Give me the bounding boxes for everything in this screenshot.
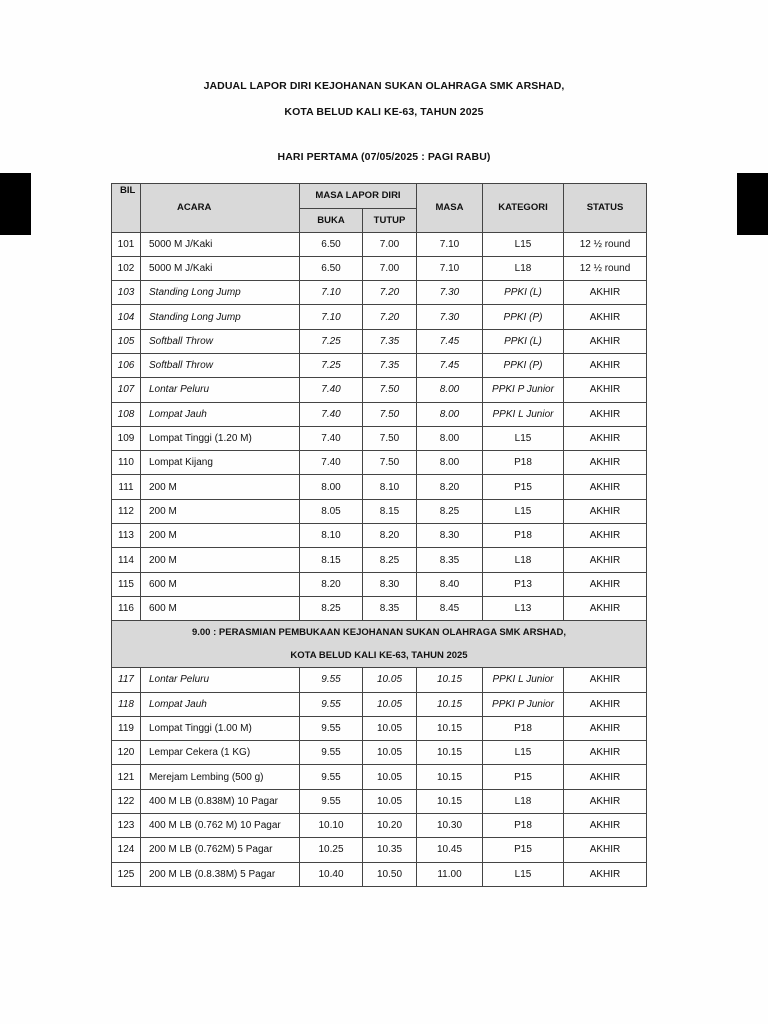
header-buka: BUKA [300, 208, 363, 232]
cell-masa: 8.20 [417, 475, 483, 499]
table-row [112, 596, 647, 620]
cell-tutup: 10.35 [363, 838, 417, 862]
cell-bil: 111 [112, 475, 141, 499]
day-heading: HARI PERTAMA (07/05/2025 : PAGI RABU) [277, 151, 491, 163]
cell-kategori: L15 [483, 499, 564, 523]
cell-status: AKHIR [564, 814, 647, 838]
cell-tutup: 7.20 [363, 305, 417, 329]
table-row [112, 378, 647, 402]
banner-line1: 9.00 : PERASMIAN PEMBUKAAN KEJOHANAN SUKAN OLAHRAGA SMK ARSHAD, [191, 627, 567, 639]
header-kategori: KATEGORI [483, 184, 564, 233]
table-row [112, 862, 647, 886]
cell-bil: 106 [112, 353, 141, 377]
cell-kategori: PPKI (P) [483, 353, 564, 377]
cell-tutup: 10.05 [363, 716, 417, 740]
cell-bil: 117 [112, 668, 141, 692]
cell-kategori: L18 [483, 256, 564, 280]
header-status: STATUS [564, 184, 647, 233]
cell-bil: 101 [112, 232, 141, 256]
cell-tutup: 7.50 [363, 426, 417, 450]
table-row [112, 838, 647, 862]
cell-masa: 10.15 [417, 668, 483, 692]
cell-buka: 10.40 [300, 862, 363, 886]
cell-acara: 200 M [141, 524, 300, 548]
cell-buka: 9.55 [300, 765, 363, 789]
cell-tutup: 8.10 [363, 475, 417, 499]
table-row [112, 716, 647, 740]
cell-tutup: 10.05 [363, 692, 417, 716]
cell-bil: 105 [112, 329, 141, 353]
cell-kategori: P15 [483, 765, 564, 789]
cell-masa: 10.15 [417, 765, 483, 789]
cell-buka: 9.55 [300, 668, 363, 692]
cell-kategori: P18 [483, 451, 564, 475]
cell-acara: Lontar Peluru [141, 378, 300, 402]
cell-bil: 114 [112, 548, 141, 572]
cell-buka: 8.25 [300, 596, 363, 620]
cell-buka: 7.10 [300, 281, 363, 305]
cell-status: AKHIR [564, 838, 647, 862]
table-header [112, 184, 647, 233]
cell-kategori: P18 [483, 814, 564, 838]
cell-masa: 10.15 [417, 692, 483, 716]
cell-kategori: PPKI (P) [483, 305, 564, 329]
cell-buka: 7.10 [300, 305, 363, 329]
cell-status: AKHIR [564, 789, 647, 813]
table-row [112, 475, 647, 499]
cell-acara: Lompat Jauh [141, 402, 300, 426]
cell-buka: 7.40 [300, 451, 363, 475]
cell-bil: 125 [112, 862, 141, 886]
cell-status: 12 ½ round [564, 256, 647, 280]
cell-status: AKHIR [564, 572, 647, 596]
cell-tutup: 7.50 [363, 451, 417, 475]
cell-acara: Standing Long Jump [141, 305, 300, 329]
cell-status: AKHIR [564, 765, 647, 789]
cell-tutup: 10.05 [363, 765, 417, 789]
cell-bil: 122 [112, 789, 141, 813]
cell-bil: 116 [112, 596, 141, 620]
cell-masa: 11.00 [417, 862, 483, 886]
cell-kategori: L15 [483, 232, 564, 256]
cell-kategori: L15 [483, 741, 564, 765]
cell-acara: 400 M LB (0.762 M) 10 Pagar [141, 814, 300, 838]
cell-kategori: P18 [483, 524, 564, 548]
cell-buka: 9.55 [300, 789, 363, 813]
cell-acara: 200 M [141, 499, 300, 523]
table-row [112, 353, 647, 377]
cell-bil: 110 [112, 451, 141, 475]
header-bil-spacer [112, 208, 141, 232]
cell-kategori: P15 [483, 838, 564, 862]
cell-bil: 119 [112, 716, 141, 740]
cell-tutup: 10.05 [363, 789, 417, 813]
cell-acara: Softball Throw [141, 329, 300, 353]
cell-bil: 118 [112, 692, 141, 716]
cell-bil: 108 [112, 402, 141, 426]
cell-kategori: PPKI (L) [483, 329, 564, 353]
table-row [112, 814, 647, 838]
cell-bil: 104 [112, 305, 141, 329]
header-masa: MASA [417, 184, 483, 233]
banner-line2: KOTA BELUD KALI KE-63, TAHUN 2025 [290, 650, 468, 662]
banner-cell [112, 621, 647, 668]
cell-masa: 8.00 [417, 378, 483, 402]
cell-bil: 120 [112, 741, 141, 765]
cell-tutup: 7.35 [363, 353, 417, 377]
cell-bil: 115 [112, 572, 141, 596]
header-bil: BIL [112, 184, 141, 209]
cell-acara: Softball Throw [141, 353, 300, 377]
cell-masa: 10.15 [417, 716, 483, 740]
cell-buka: 7.25 [300, 353, 363, 377]
cell-kategori: PPKI L Junior [483, 402, 564, 426]
cell-bil: 123 [112, 814, 141, 838]
cell-tutup: 8.20 [363, 524, 417, 548]
cell-buka: 10.25 [300, 838, 363, 862]
cell-tutup: 7.35 [363, 329, 417, 353]
cell-buka: 7.25 [300, 329, 363, 353]
header-acara: ACARA [141, 184, 300, 233]
cell-buka: 7.40 [300, 402, 363, 426]
cell-buka: 8.20 [300, 572, 363, 596]
cell-bil: 103 [112, 281, 141, 305]
cell-masa: 8.45 [417, 596, 483, 620]
cell-acara: 600 M [141, 596, 300, 620]
cell-buka: 8.15 [300, 548, 363, 572]
cell-masa: 7.30 [417, 281, 483, 305]
table-row [112, 232, 647, 256]
cell-kategori: P13 [483, 572, 564, 596]
cell-status: AKHIR [564, 353, 647, 377]
cell-acara: 5000 M J/Kaki [141, 232, 300, 256]
cell-tutup: 7.00 [363, 256, 417, 280]
cell-status: AKHIR [564, 305, 647, 329]
cell-masa: 8.25 [417, 499, 483, 523]
cell-kategori: L18 [483, 789, 564, 813]
cell-tutup: 10.50 [363, 862, 417, 886]
cell-bil: 102 [112, 256, 141, 280]
cell-tutup: 8.35 [363, 596, 417, 620]
document-title-line1: JADUAL LAPOR DIRI KEJOHANAN SUKAN OLAHRAGA SMK ARSHAD, [203, 80, 565, 92]
cell-status: 12 ½ round [564, 232, 647, 256]
cell-tutup: 7.50 [363, 378, 417, 402]
cell-tutup: 10.05 [363, 668, 417, 692]
table-row [112, 305, 647, 329]
header-masa-lapor-diri: MASA LAPOR DIRI [300, 184, 417, 209]
cell-bil: 107 [112, 378, 141, 402]
table-body-part1 [112, 232, 647, 621]
cell-bil: 124 [112, 838, 141, 862]
cell-status: AKHIR [564, 524, 647, 548]
cell-buka: 9.55 [300, 692, 363, 716]
cell-tutup: 7.20 [363, 281, 417, 305]
cell-status: AKHIR [564, 692, 647, 716]
table-row [112, 741, 647, 765]
cell-acara: Lompat Tinggi (1.20 M) [141, 426, 300, 450]
cell-kategori: PPKI (L) [483, 281, 564, 305]
table-row [112, 499, 647, 523]
cell-masa: 10.45 [417, 838, 483, 862]
table-row [112, 402, 647, 426]
cell-buka: 9.55 [300, 716, 363, 740]
cell-masa: 7.10 [417, 232, 483, 256]
cell-status: AKHIR [564, 426, 647, 450]
cell-acara: 200 M LB (0.8.38M) 5 Pagar [141, 862, 300, 886]
table-row [112, 668, 647, 692]
cell-bil: 113 [112, 524, 141, 548]
cell-buka: 7.40 [300, 378, 363, 402]
cell-bil: 109 [112, 426, 141, 450]
cell-masa: 7.10 [417, 256, 483, 280]
cell-status: AKHIR [564, 329, 647, 353]
cell-status: AKHIR [564, 668, 647, 692]
cell-tutup: 8.15 [363, 499, 417, 523]
cell-kategori: PPKI P Junior [483, 692, 564, 716]
table-body-part2 [112, 668, 647, 887]
cell-status: AKHIR [564, 716, 647, 740]
cell-status: AKHIR [564, 548, 647, 572]
cell-buka: 8.00 [300, 475, 363, 499]
cell-masa: 8.00 [417, 451, 483, 475]
cell-acara: Lompat Kijang [141, 451, 300, 475]
cell-tutup: 7.00 [363, 232, 417, 256]
cell-acara: 5000 M J/Kaki [141, 256, 300, 280]
cell-acara: 200 M [141, 475, 300, 499]
table-row [112, 426, 647, 450]
cell-tutup: 7.50 [363, 402, 417, 426]
cell-status: AKHIR [564, 378, 647, 402]
cell-status: AKHIR [564, 862, 647, 886]
cell-kategori: PPKI P Junior [483, 378, 564, 402]
cell-bil: 112 [112, 499, 141, 523]
table-row [112, 692, 647, 716]
cell-status: AKHIR [564, 281, 647, 305]
table-row [112, 329, 647, 353]
cell-acara: Lempar Cekera (1 KG) [141, 741, 300, 765]
cell-kategori: L18 [483, 548, 564, 572]
table-row [112, 524, 647, 548]
cell-acara: 200 M LB (0.762M) 5 Pagar [141, 838, 300, 862]
cell-kategori: P15 [483, 475, 564, 499]
cell-status: AKHIR [564, 596, 647, 620]
cell-kategori: L13 [483, 596, 564, 620]
cell-kategori: L15 [483, 426, 564, 450]
cell-masa: 10.15 [417, 789, 483, 813]
table-row [112, 572, 647, 596]
cell-acara: 600 M [141, 572, 300, 596]
cell-kategori: P18 [483, 716, 564, 740]
table-row [112, 548, 647, 572]
cell-acara: 400 M LB (0.838M) 10 Pagar [141, 789, 300, 813]
cell-buka: 9.55 [300, 741, 363, 765]
cell-masa: 10.30 [417, 814, 483, 838]
cell-tutup: 8.30 [363, 572, 417, 596]
cell-acara: 200 M [141, 548, 300, 572]
cell-kategori: PPKI L Junior [483, 668, 564, 692]
table-row [112, 765, 647, 789]
cell-status: AKHIR [564, 451, 647, 475]
cell-masa: 8.00 [417, 426, 483, 450]
cell-buka: 10.10 [300, 814, 363, 838]
cell-acara: Lontar Peluru [141, 668, 300, 692]
cell-masa: 7.45 [417, 329, 483, 353]
table-row [112, 256, 647, 280]
cell-acara: Merejam Lembing (500 g) [141, 765, 300, 789]
cell-status: AKHIR [564, 475, 647, 499]
cell-status: AKHIR [564, 499, 647, 523]
table-row [112, 281, 647, 305]
cell-acara: Lompat Tinggi (1.00 M) [141, 716, 300, 740]
cell-buka: 7.40 [300, 426, 363, 450]
cell-bil: 121 [112, 765, 141, 789]
cell-kategori: L15 [483, 862, 564, 886]
right-scan-mark [737, 173, 768, 235]
cell-tutup: 10.20 [363, 814, 417, 838]
table-row [112, 789, 647, 813]
cell-masa: 7.30 [417, 305, 483, 329]
cell-masa: 7.45 [417, 353, 483, 377]
cell-acara: Lompat Jauh [141, 692, 300, 716]
cell-buka: 6.50 [300, 256, 363, 280]
opening-ceremony-banner [112, 621, 647, 668]
cell-masa: 8.35 [417, 548, 483, 572]
header-tutup: TUTUP [363, 208, 417, 232]
cell-acara: Standing Long Jump [141, 281, 300, 305]
document-title-line2: KOTA BELUD KALI KE-63, TAHUN 2025 [284, 106, 484, 118]
cell-masa: 8.00 [417, 402, 483, 426]
cell-buka: 8.10 [300, 524, 363, 548]
cell-status: AKHIR [564, 402, 647, 426]
cell-masa: 10.15 [417, 741, 483, 765]
table-row [112, 451, 647, 475]
cell-tutup: 10.05 [363, 741, 417, 765]
cell-status: AKHIR [564, 741, 647, 765]
cell-buka: 6.50 [300, 232, 363, 256]
schedule-table [111, 183, 647, 887]
cell-buka: 8.05 [300, 499, 363, 523]
cell-tutup: 8.25 [363, 548, 417, 572]
cell-masa: 8.40 [417, 572, 483, 596]
left-scan-mark [0, 173, 31, 235]
cell-masa: 8.30 [417, 524, 483, 548]
